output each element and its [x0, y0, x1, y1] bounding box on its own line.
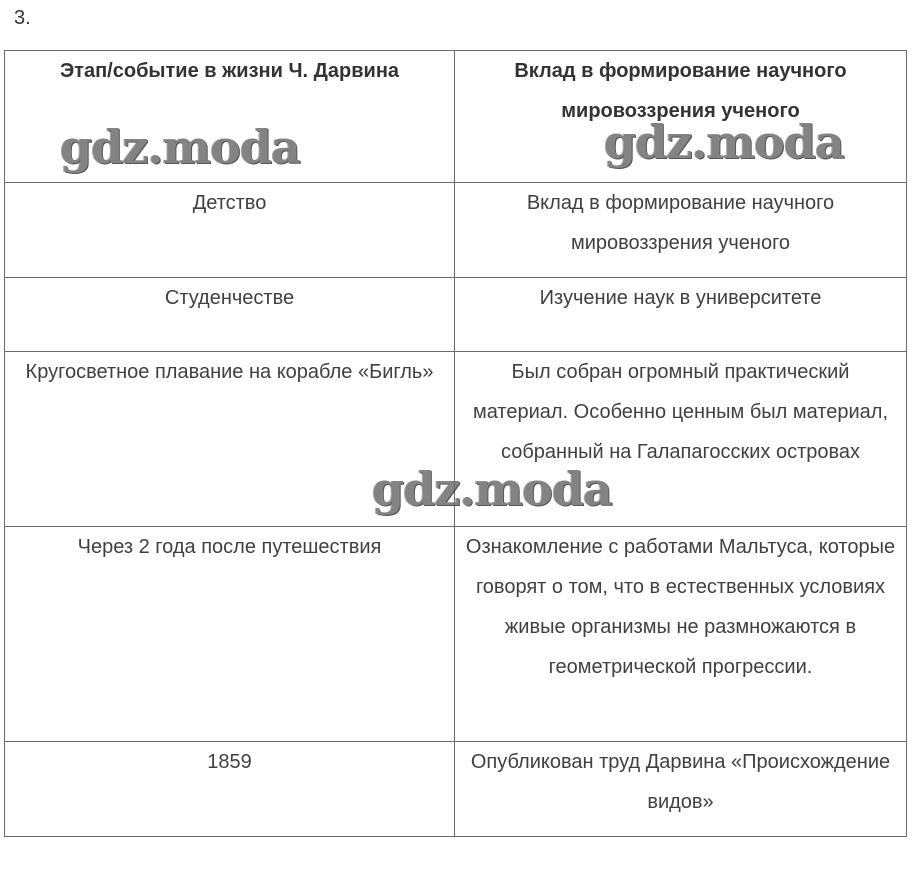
- contribution-cell: Был собран огромный практический материал. Особенно ценным был материал, собранный на Галапагосских островах: [455, 352, 907, 527]
- watermark-logo: gdz.moda: [372, 462, 612, 516]
- header-contribution: Вклад в формирование научного мировоззрения ученого: [455, 51, 907, 183]
- stage-cell: 1859: [5, 742, 455, 837]
- task-number: 3.: [14, 7, 31, 29]
- contribution-cell: Изучение наук в университете: [455, 278, 907, 352]
- stage-cell: Кругосветное плавание на корабле «Бигль»: [5, 352, 455, 527]
- table-header-row: [5, 51, 907, 183]
- watermark-logo: gdz.moda: [60, 120, 300, 174]
- darwin-table: [4, 50, 907, 837]
- contribution-cell: Вклад в формирование научного мировоззрения ученого: [455, 183, 907, 278]
- stage-cell: Детство: [5, 183, 455, 278]
- table-row: [5, 278, 907, 352]
- table-row: [5, 352, 907, 527]
- stage-cell: Студенчестве: [5, 278, 455, 352]
- watermark-logo: gdz.moda: [604, 115, 844, 169]
- contribution-cell: Опубликован труд Дарвина «Происхождение видов»: [455, 742, 907, 837]
- table-row: [5, 527, 907, 742]
- table-row: [5, 742, 907, 837]
- stage-cell: Через 2 года после путешествия: [5, 527, 455, 742]
- header-stage: Этап/событие в жизни Ч. Дарвина: [5, 51, 455, 183]
- table-row: [5, 183, 907, 278]
- contribution-cell: Ознакомление с работами Мальтуса, которые говорят о том, что в естественных условиях живые организмы не размножаются в геометрической прогрессии.: [455, 527, 907, 742]
